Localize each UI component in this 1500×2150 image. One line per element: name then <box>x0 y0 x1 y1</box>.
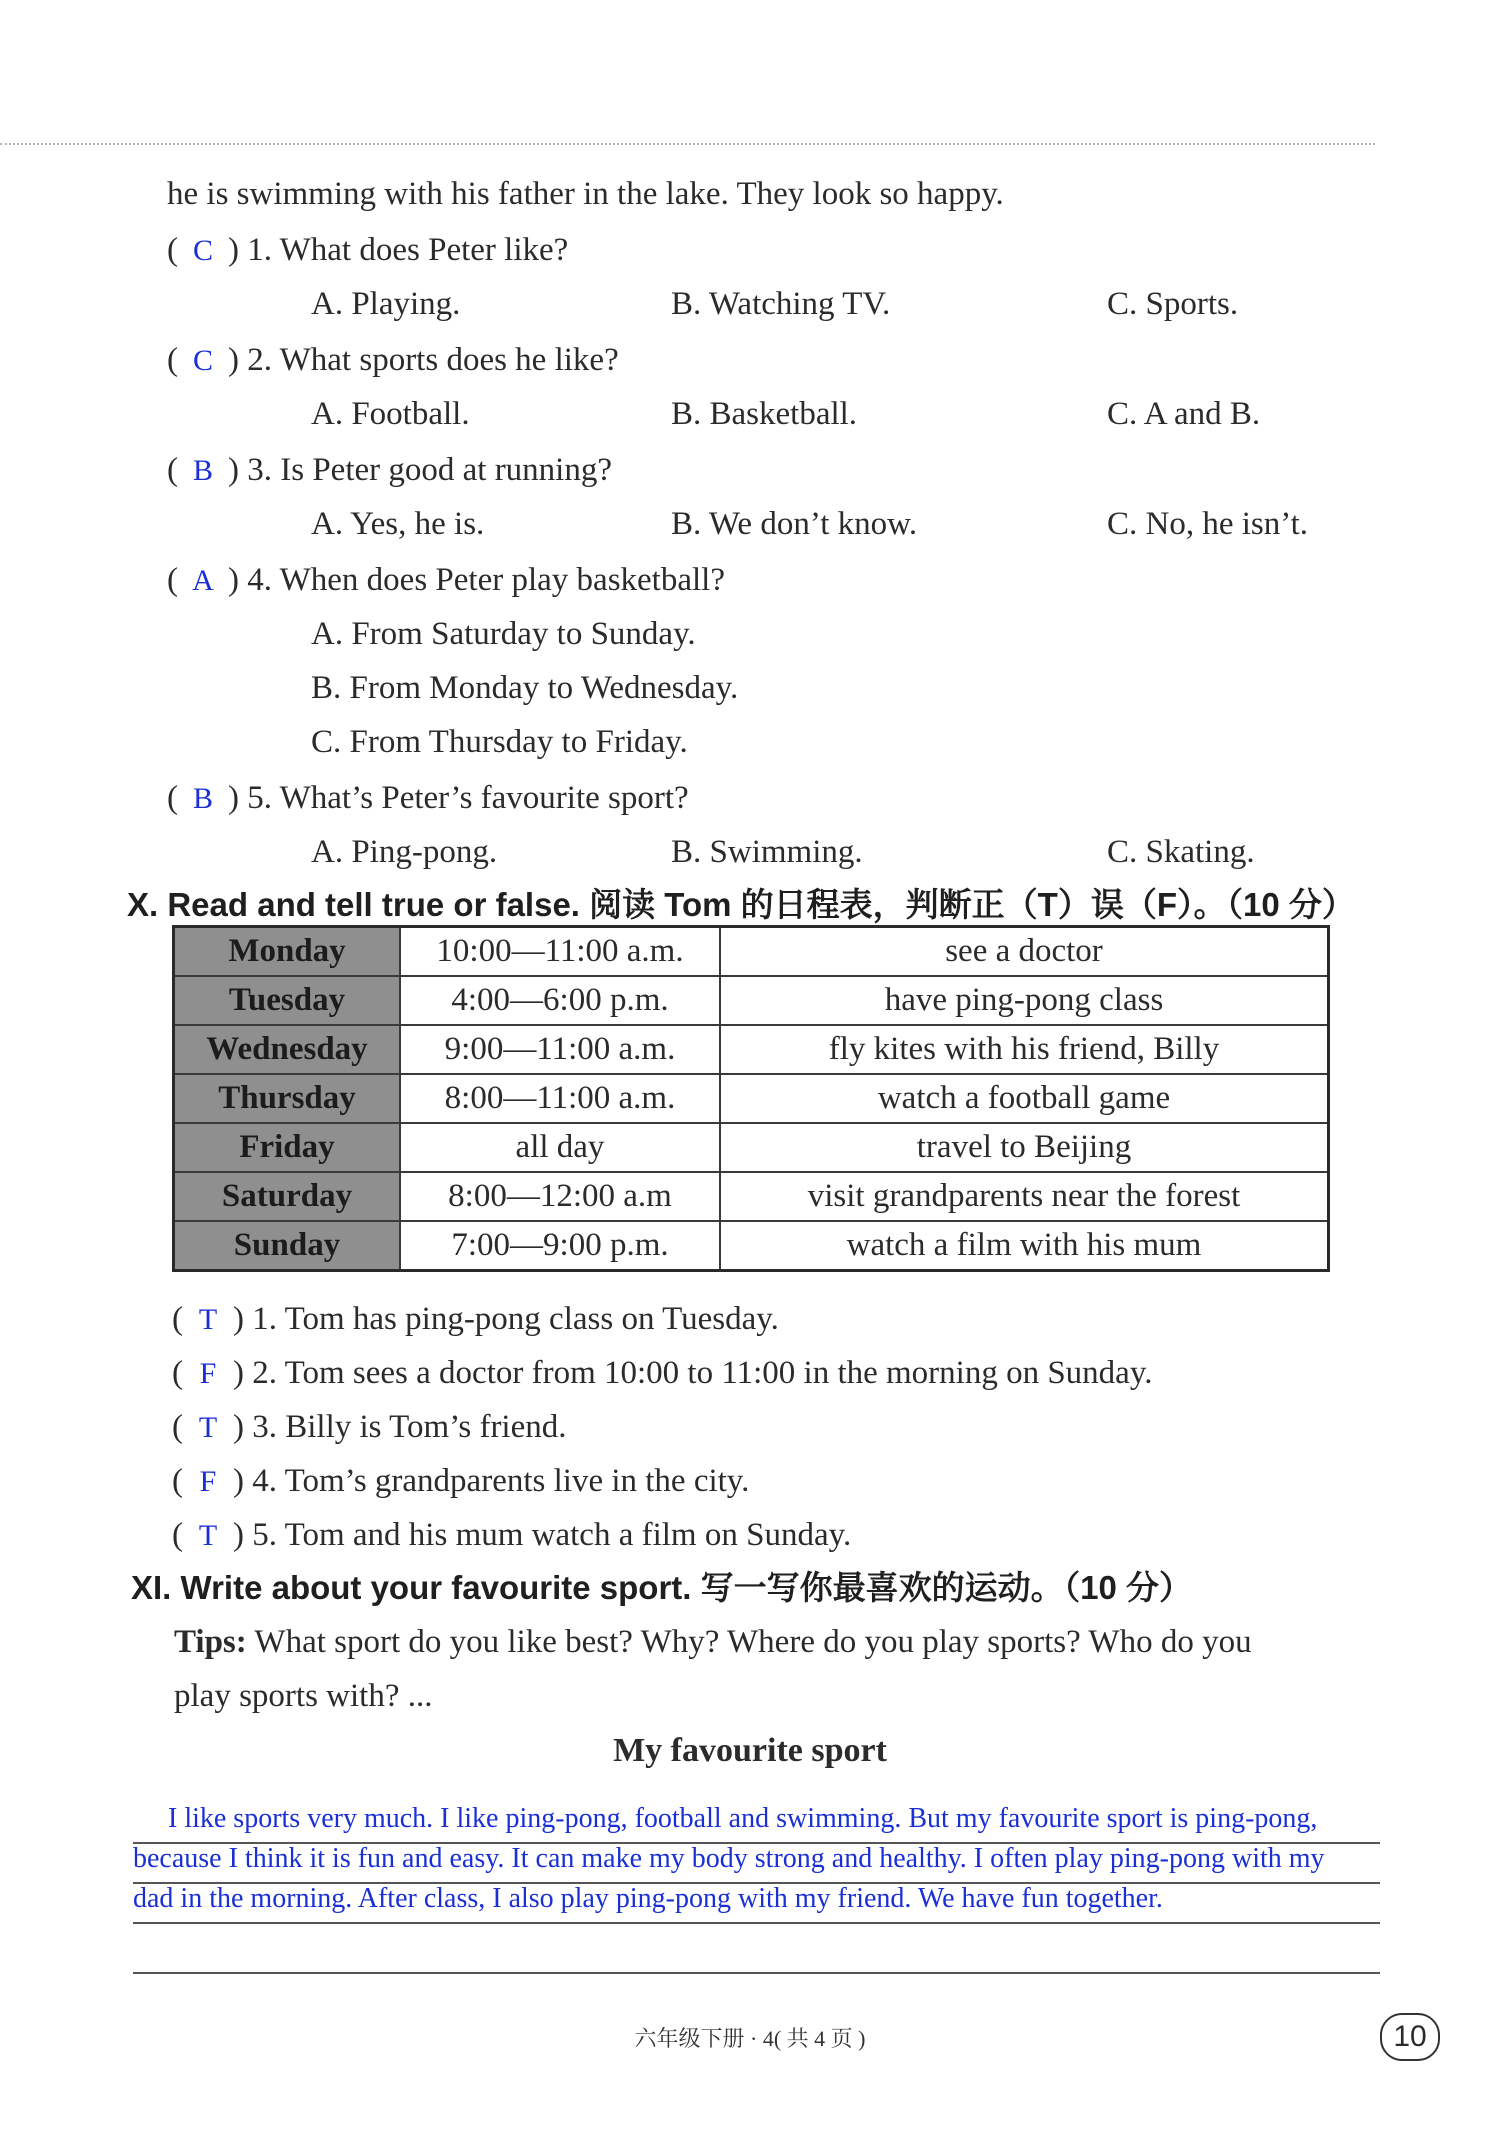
q3-option-c: C. No, he isn’t. <box>1107 506 1309 542</box>
q2-option-b: B. Basketball. <box>671 396 858 432</box>
statement-1 <box>172 1299 779 1340</box>
q4-option-b: B. From Monday to Wednesday. <box>311 670 739 706</box>
activity-cell: watch a football game <box>720 1074 1329 1123</box>
statement-4 <box>172 1461 749 1502</box>
answer-4: A <box>192 564 214 597</box>
table-row <box>174 1221 1329 1271</box>
question-5 <box>167 778 689 819</box>
open-paren: ( <box>167 232 178 268</box>
statement-2 <box>172 1353 1152 1394</box>
tips-label: Tips: <box>174 1624 247 1660</box>
open-paren: ( <box>167 452 178 488</box>
question-3 <box>167 450 612 491</box>
q3-option-b: B. We don’t know. <box>671 506 918 542</box>
top-dotted-divider <box>0 143 1375 145</box>
question-1-text: ) 1. What does Peter like? <box>228 232 569 268</box>
section-x-heading: X. Read and tell true or false. 阅读 Tom 的日程表，判断正（T）误（F）。（10 分） <box>127 886 1355 923</box>
open-paren: ( <box>172 1463 183 1499</box>
open-paren: ( <box>172 1301 183 1337</box>
tf-answer-2: F <box>199 1357 217 1390</box>
time-cell: 9:00—11:00 a.m. <box>400 1025 720 1074</box>
statement-3-text: ) 3. Billy is Tom’s friend. <box>233 1409 567 1445</box>
time-cell: 7:00—9:00 p.m. <box>400 1221 720 1271</box>
time-cell: 8:00—12:00 a.m <box>400 1172 720 1221</box>
day-cell: Wednesday <box>174 1025 401 1074</box>
day-cell: Sunday <box>174 1221 401 1271</box>
question-2-text: ) 2. What sports does he like? <box>228 342 619 378</box>
q2-option-a: A. Football. <box>311 396 470 432</box>
tf-answer-4: F <box>199 1465 217 1498</box>
activity-cell: visit grandparents near the forest <box>720 1172 1329 1221</box>
open-paren: ( <box>167 780 178 816</box>
answer-5: B <box>192 782 213 815</box>
page-number-badge: 10 <box>1380 2013 1440 2061</box>
open-paren: ( <box>167 562 178 598</box>
essay-line-2: because I think it is fun and easy. It can make my body strong and healthy. I often play ping-pong with my <box>133 1843 1325 1874</box>
statement-5 <box>172 1515 851 1556</box>
q5-option-c: C. Skating. <box>1107 834 1255 870</box>
statement-1-text: ) 1. Tom has ping-pong class on Tuesday. <box>233 1301 779 1337</box>
passage-last-line: he is swimming with his father in the lake. They look so happy. <box>167 176 1004 212</box>
table-row <box>174 1025 1329 1074</box>
q5-option-b: B. Swimming. <box>671 834 863 870</box>
section-xi-heading: XI. Write about your favourite sport. 写一写你最喜欢的运动。（10 分） <box>131 1569 1192 1606</box>
day-cell: Thursday <box>174 1074 401 1123</box>
table-row <box>174 976 1329 1025</box>
answer-3: B <box>192 454 213 487</box>
q2-option-c: C. A and B. <box>1107 396 1261 432</box>
q4-option-a: A. From Saturday to Sunday. <box>311 616 696 652</box>
statement-4-text: ) 4. Tom’s grandparents live in the city. <box>233 1463 750 1499</box>
q1-option-a: A. Playing. <box>311 286 461 322</box>
time-cell: 8:00—11:00 a.m. <box>400 1074 720 1123</box>
q1-option-b: B. Watching TV. <box>671 286 891 322</box>
question-4 <box>167 560 725 601</box>
statement-3 <box>172 1407 567 1448</box>
table-row <box>174 1074 1329 1123</box>
q4-option-c: C. From Thursday to Friday. <box>311 724 688 760</box>
essay-title: My favourite sport <box>613 1732 887 1769</box>
question-5-text: ) 5. What’s Peter’s favourite sport? <box>228 780 689 816</box>
activity-cell: travel to Beijing <box>720 1123 1329 1172</box>
day-cell: Monday <box>174 927 401 977</box>
question-4-text: ) 4. When does Peter play basketball? <box>228 562 725 598</box>
table-row <box>174 1172 1329 1221</box>
schedule-table <box>172 925 1330 1272</box>
q5-option-a: A. Ping-pong. <box>311 834 498 870</box>
statement-2-text: ) 2. Tom sees a doctor from 10:00 to 11:00 in the morning on Sunday. <box>233 1355 1153 1391</box>
activity-cell: fly kites with his friend, Billy <box>720 1025 1329 1074</box>
essay-line-1: I like sports very much. I like ping-pong, football and swimming. But my favourite sport is ping-pong, <box>168 1803 1318 1834</box>
time-cell: 4:00—6:00 p.m. <box>400 976 720 1025</box>
question-1 <box>167 230 568 271</box>
writing-line <box>133 1922 1380 1924</box>
table-row <box>174 1123 1329 1172</box>
statement-5-text: ) 5. Tom and his mum watch a film on Sunday. <box>233 1517 852 1553</box>
open-paren: ( <box>172 1409 183 1445</box>
activity-cell: have ping-pong class <box>720 976 1329 1025</box>
day-cell: Friday <box>174 1123 401 1172</box>
activity-cell: see a doctor <box>720 927 1329 977</box>
tf-answer-1: T <box>198 1303 218 1336</box>
time-cell: all day <box>400 1123 720 1172</box>
answer-1: C <box>192 234 213 267</box>
open-paren: ( <box>172 1517 183 1553</box>
answer-2: C <box>192 344 213 377</box>
table-row <box>174 927 1329 977</box>
essay-line-3: dad in the morning. After class, I also play ping-pong with my friend. We have fun together. <box>133 1883 1163 1914</box>
question-2 <box>167 340 619 381</box>
page-footer: 六年级下册 · 4( 共 4 页 ) <box>634 2026 866 2051</box>
question-3-text: ) 3. Is Peter good at running? <box>228 452 612 488</box>
tf-answer-5: T <box>198 1519 218 1552</box>
day-cell: Tuesday <box>174 976 401 1025</box>
day-cell: Saturday <box>174 1172 401 1221</box>
time-cell: 10:00—11:00 a.m. <box>400 927 720 977</box>
tips-line-1 <box>174 1622 1252 1662</box>
tf-answer-3: T <box>198 1411 218 1444</box>
tips-line-2: play sports with? ... <box>174 1678 433 1714</box>
writing-line <box>133 1972 1380 1974</box>
q3-option-a: A. Yes, he is. <box>311 506 485 542</box>
activity-cell: watch a film with his mum <box>720 1221 1329 1271</box>
open-paren: ( <box>167 342 178 378</box>
tips-text-1: What sport do you like best? Why? Where do you play sports? Who do you <box>246 1624 1252 1660</box>
open-paren: ( <box>172 1355 183 1391</box>
q1-option-c: C. Sports. <box>1107 286 1239 322</box>
